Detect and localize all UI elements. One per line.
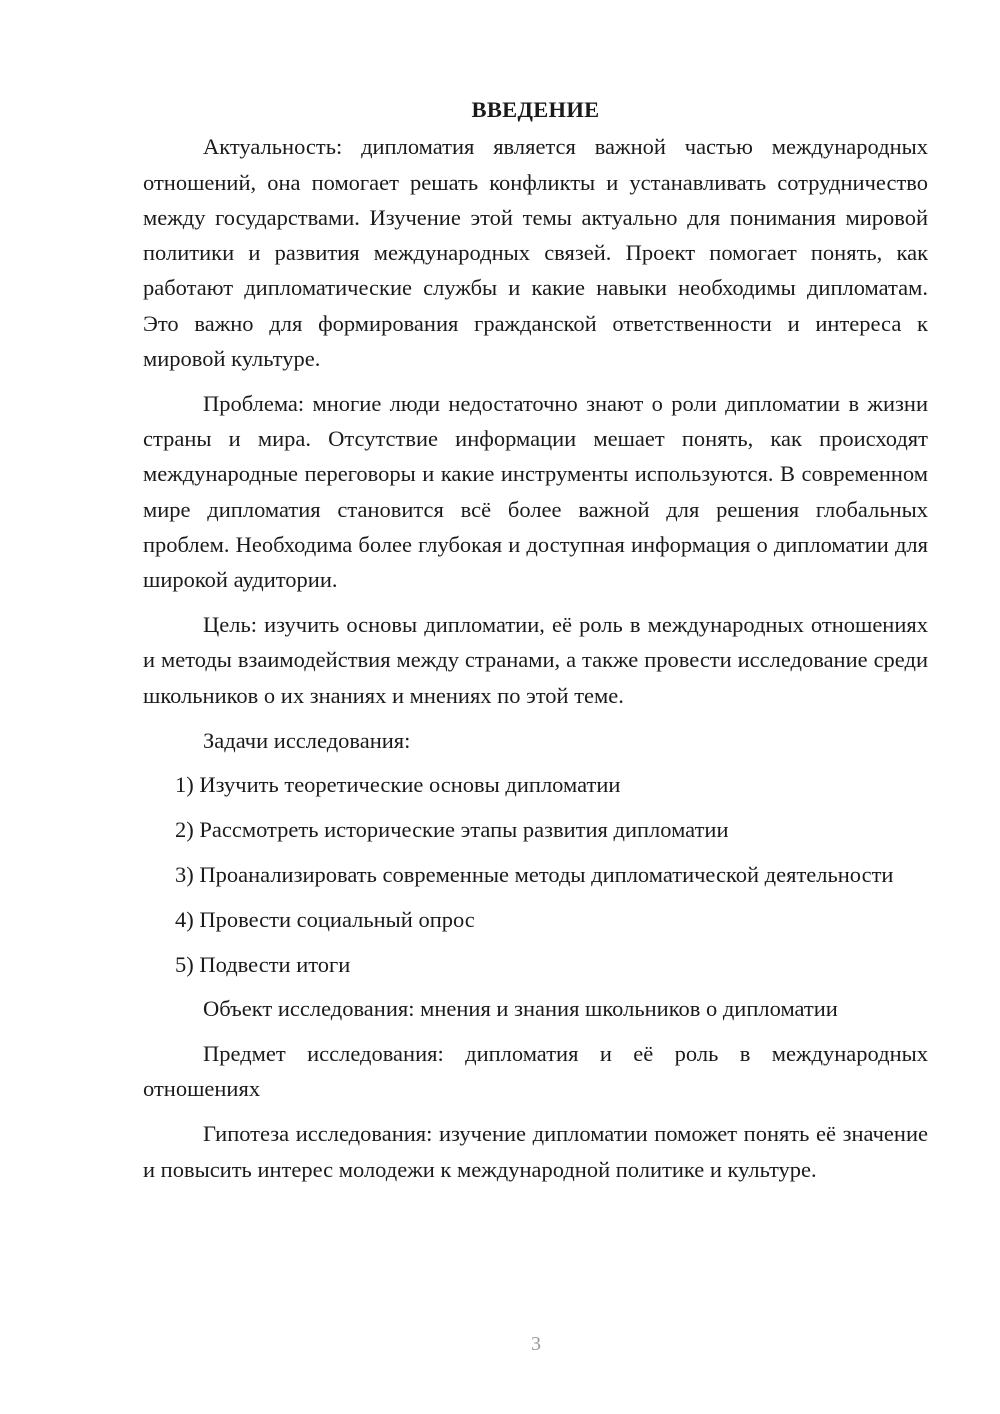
paragraph-hypothesis: Гипотеза исследования: изучение дипломатии поможет понять её значение и повысить интерес молодежи к международной политике и культуре. (143, 1121, 928, 1182)
task-item-5: 5) Подвести итоги (175, 951, 351, 977)
paragraph-subject: Предмет исследования: дипломатия и её роль в международных отношениях (143, 1041, 928, 1102)
task-item-2: 2) Рассмотреть исторические этапы развития дипломатии (175, 817, 729, 843)
paragraph-object: Объект исследования: мнения и знания школьников о дипломатии (203, 996, 838, 1022)
paragraph-tasks-intro: Задачи исследования: (203, 727, 411, 753)
page-number: 3 (531, 1333, 541, 1355)
section-heading: ВВЕДЕНИЕ (471, 97, 600, 122)
paragraph-relevance: Актуальность: дипломатия является важной частью международных отношений, она помогает решать конфликты и устанавливать сотрудничество между государствами. Изучение этой темы актуально для понимания мировой политики и развития международных связей. Проект помогает понять, как работают дипломатические службы и какие навыки необходимы дипломатам. Это важно для формирования гражданской ответственности и интереса к мировой культуре. (143, 134, 928, 372)
paragraph-problem: Проблема: многие люди недостаточно знают о роли дипломатии в жизни страны и мира. Отсутствие информации мешает понять, как происходят международные переговоры и какие инструменты используются. В современном мире дипломатия становится всё более важной для решения глобальных проблем. Необходима более глубокая и доступная информация о дипломатии для широкой аудитории. (143, 390, 928, 593)
task-item-4: 4) Провести социальный опрос (175, 906, 475, 932)
paragraph-goal: Цель: изучить основы дипломатии, её роль в международных отношениях и методы взаимодействия между странами, а также провести исследование среди школьников о их знаниях и мнениях по этой теме. (143, 612, 928, 708)
task-item-1: 1) Изучить теоретические основы дипломатии (175, 772, 621, 798)
task-item-3: 3) Проанализировать современные методы дипломатической деятельности (175, 861, 894, 887)
page-content (143, 92, 928, 1196)
